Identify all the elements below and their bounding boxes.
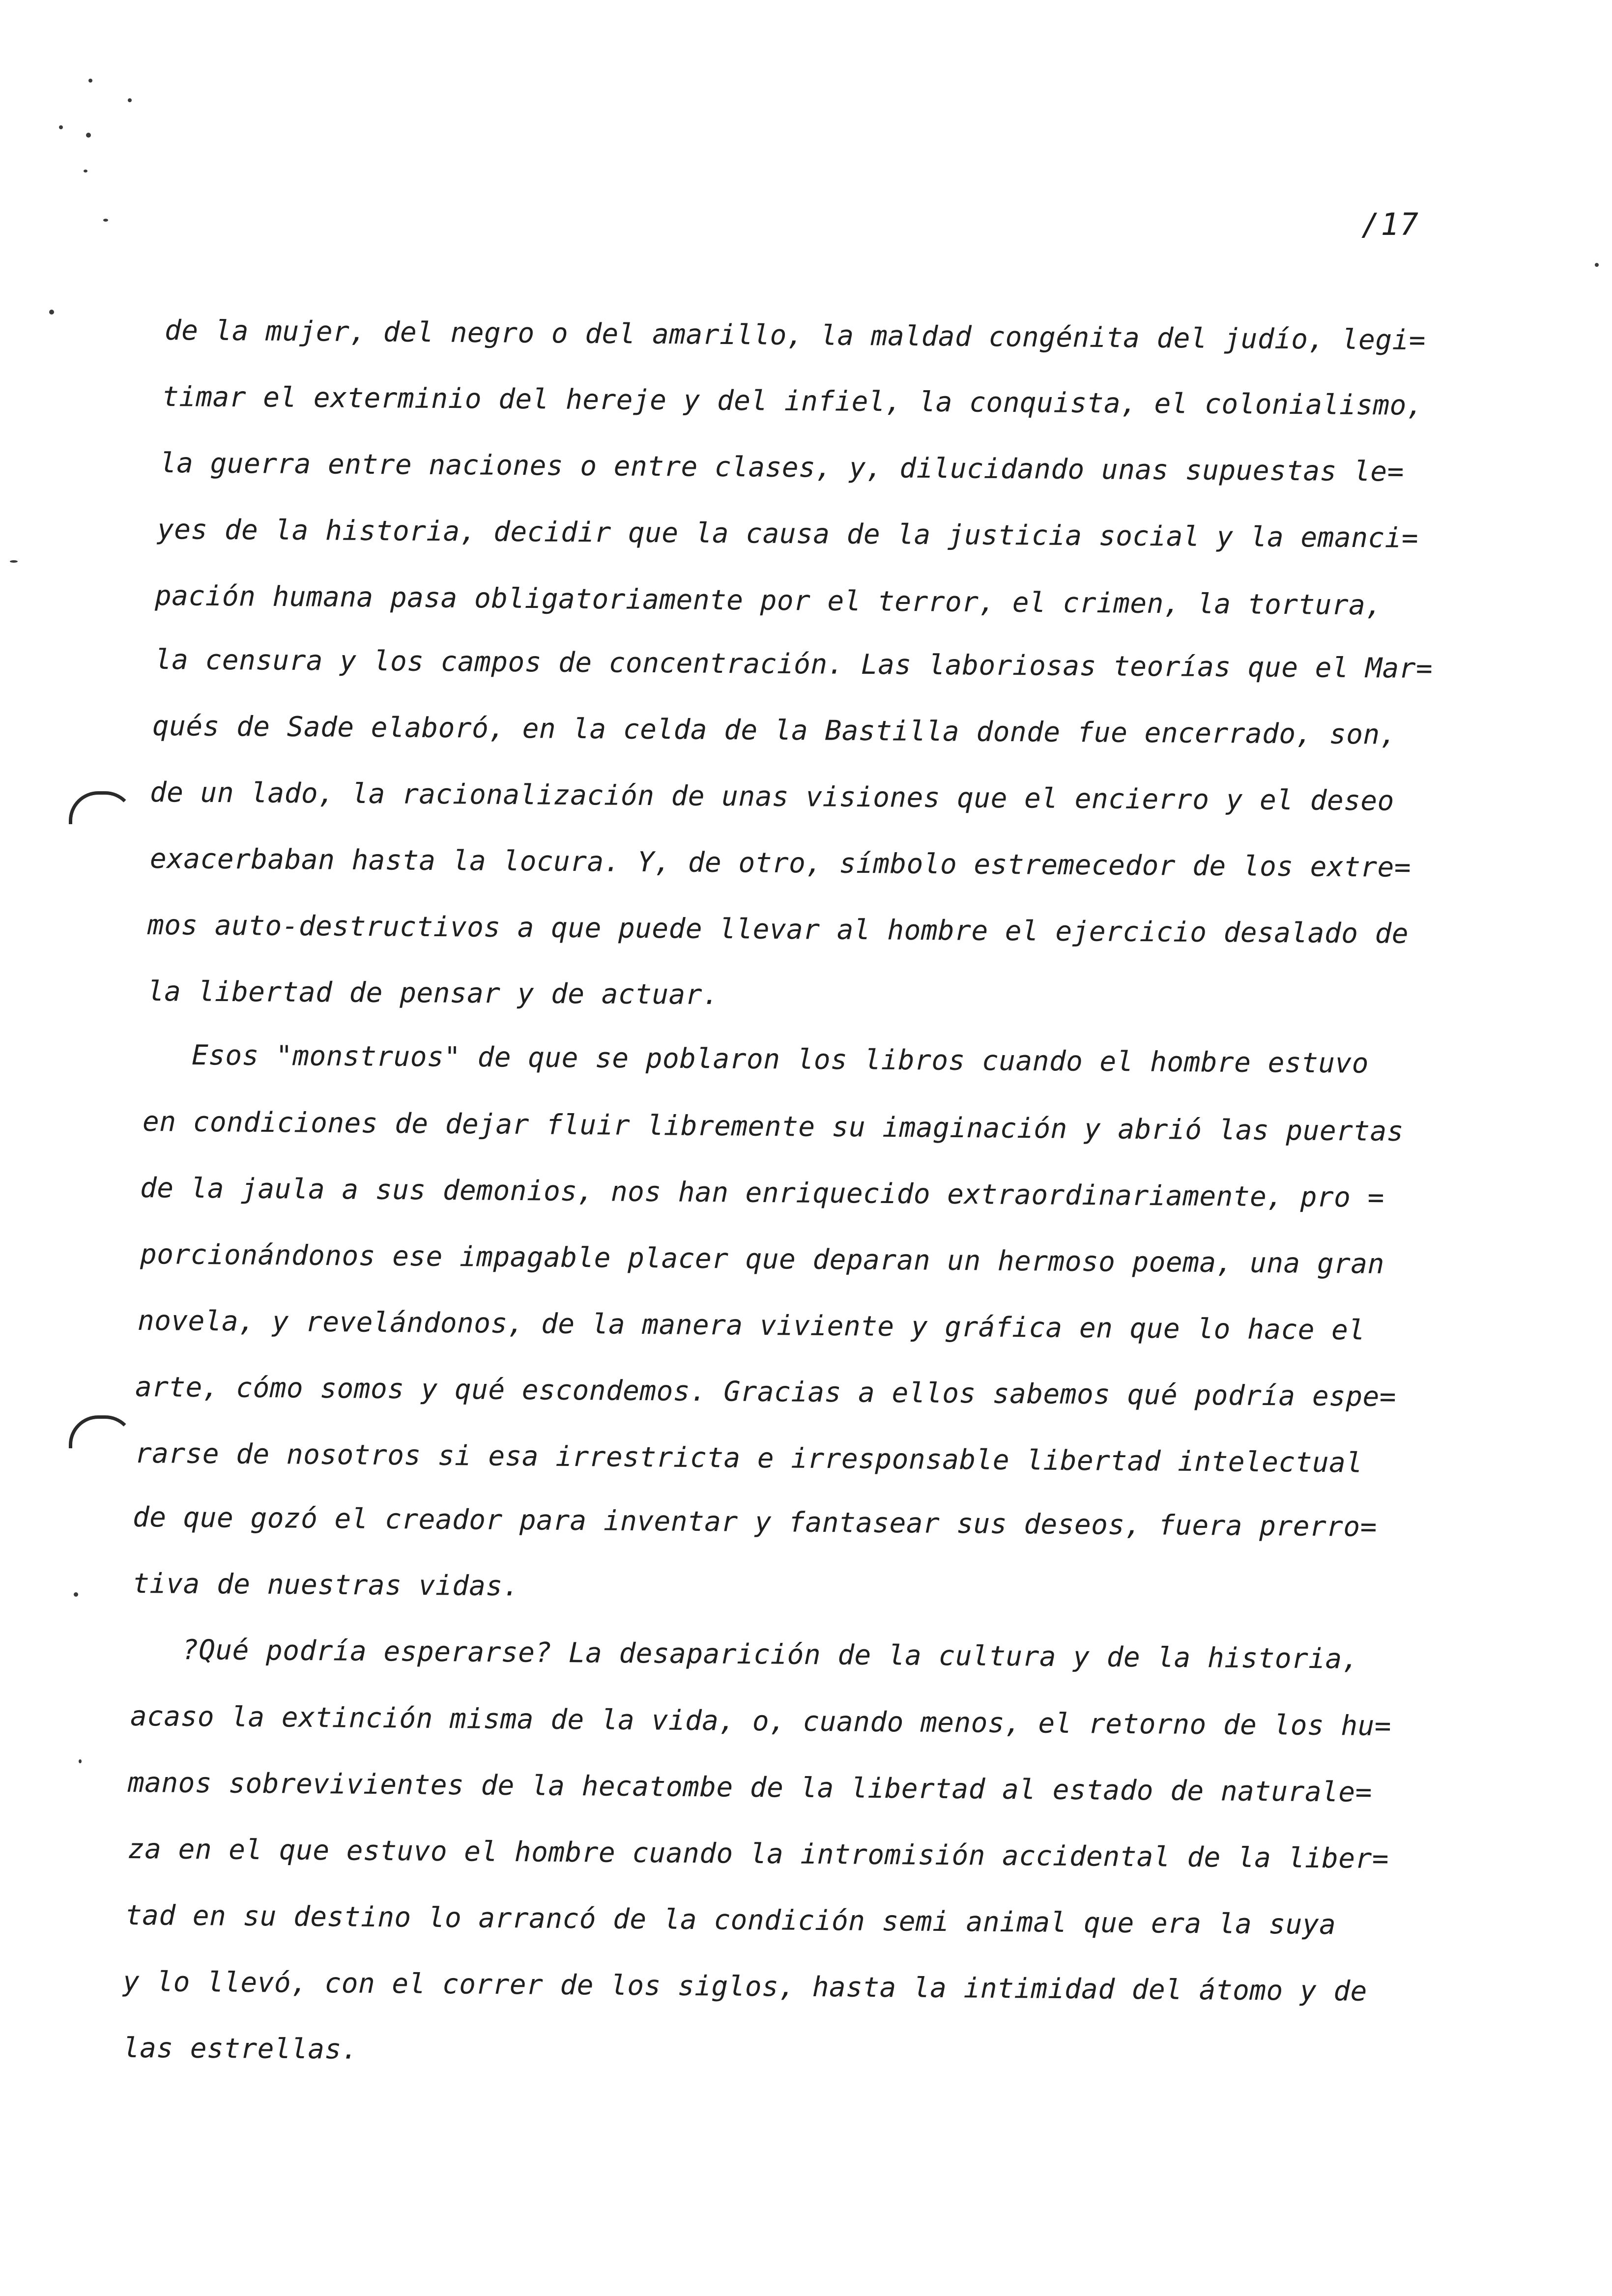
text-line: timar el exterminio del hereje y del infiel, la conquista, el colonialismo,: [162, 381, 1424, 422]
scan-speck: [88, 79, 92, 83]
scan-speck: [86, 133, 91, 138]
text-line: rarse de nosotros si esa irrestricta e irresponsable libertad intelectual: [135, 1437, 1363, 1479]
text-line: manos sobrevivientes de la hecatombe de la libertad al estado de naturale=: [127, 1767, 1373, 1808]
text-line: la guerra entre naciones o entre clases, y, dilucidando unas supuestas le=: [159, 447, 1405, 488]
text-line: ?Qué podría esperarse? La desaparición de la cultura y de la historia,: [181, 1634, 1359, 1675]
scan-speck: [128, 98, 132, 102]
scan-speck: [79, 1759, 82, 1763]
text-line: de la jaula a sus demonios, nos han enriquecido extraordinariamente, pro =: [140, 1172, 1385, 1214]
text-line: en condiciones de dejar fluir libremente su imaginación y abrió las puertas: [142, 1106, 1404, 1148]
scan-speck: [10, 560, 18, 563]
scan-speck: [103, 219, 108, 222]
text-line: tiva de nuestras vidas.: [132, 1568, 520, 1603]
text-line: la censura y los campos de concentración. Las laboriosas teorías que el Mar=: [154, 644, 1433, 685]
text-line: yes de la historia, decidir que la causa de la justicia social y la emanci=: [157, 514, 1419, 554]
text-line: mos auto-destructivos a que puede llevar al hombre el ejercicio desalado de: [147, 909, 1409, 950]
scan-speck: [1595, 263, 1599, 267]
text-line: za en el que estuvo el hombre cuando la intromisión accidental de la liber=: [127, 1833, 1389, 1875]
scan-speck: [59, 125, 63, 129]
binder-hole-mark: [69, 1415, 135, 1448]
text-line: arte, cómo somos y qué escondemos. Gracias a ellos sabemos qué podría espe=: [135, 1371, 1397, 1413]
page-number: /17: [1361, 206, 1419, 242]
text-line: y lo llevó, con el correr de los siglos, hasta la intimidad del átomo y de: [122, 1966, 1368, 2008]
text-line: de la mujer, del negro o del amarillo, la maldad congénita del judío, legi=: [164, 315, 1426, 357]
text-line: porcionándonos ese impagable placer que deparan un hermoso poema, una gran: [140, 1238, 1385, 1280]
scan-speck: [49, 310, 54, 315]
text-line: Esos "monstruos" de que se poblaron los libros cuando el hombre estuvo: [191, 1039, 1369, 1080]
text-line: pación humana pasa obligatoriamente por el terror, el crimen, la tortura,: [154, 580, 1382, 622]
text-line: de que gozó el creador para inventar y fantasear sus deseos, fuera prerro=: [132, 1501, 1378, 1543]
text-line: qués de Sade elaboró, en la celda de la Bastilla donde fue encerrado, son,: [152, 710, 1397, 751]
text-line: la libertad de pensar y de actuar.: [147, 976, 720, 1011]
binder-hole-mark: [69, 791, 135, 824]
scan-speck: [84, 170, 87, 172]
text-line: tad en su destino lo arrancó de la condición semi animal que era la suya: [125, 1899, 1336, 1941]
scan-speck: [74, 1592, 78, 1597]
text-line: novela, y revelándonos, de la manera viviente y gráfica en que lo hace el: [137, 1305, 1365, 1347]
text-line: acaso la extinción misma de la vida, o, cuando menos, el retorno de los hu=: [130, 1700, 1392, 1743]
text-line: de un lado, la racionalización de unas visiones que el encierro y el deseo: [149, 776, 1395, 817]
text-line: exacerbaban hasta la locura. Y, de otro, símbolo estremecedor de los extre=: [149, 843, 1411, 884]
text-line: las estrellas.: [122, 2032, 359, 2066]
